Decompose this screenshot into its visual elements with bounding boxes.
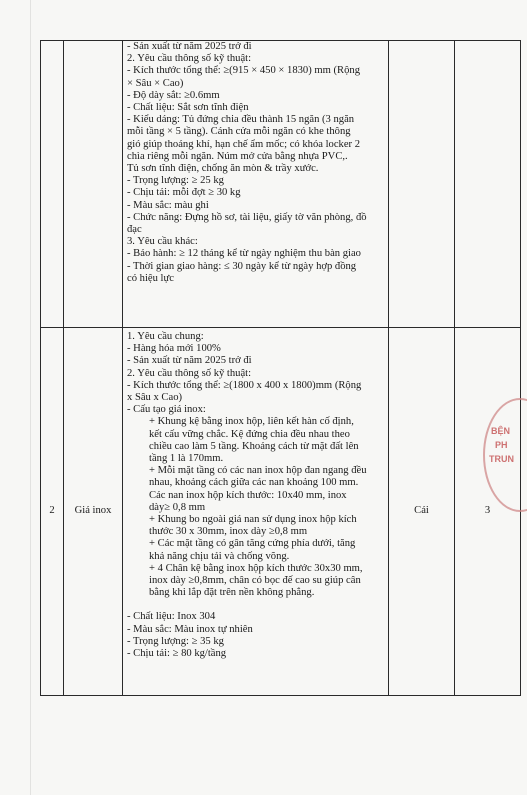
description-line: - Chịu tải: ≥ 80 kg/tầng xyxy=(127,648,227,660)
description-line: - Thời gian giao hàng: ≤ 30 ngày kể từ ngày hợp đồng xyxy=(127,260,357,272)
description-line: - Trọng lượng: ≥ 25 kg xyxy=(127,175,224,187)
description-line: + Khung bo ngoài giá nan sử dụng inox hộp kích xyxy=(149,514,357,526)
description-line: - Kích thước tổng thể: ≥(915 × 450 × 1830) mm (Rộng xyxy=(127,65,361,77)
description-line: thước 30 x 30mm, inox dày ≥0,8 mm xyxy=(149,526,308,538)
description-line: - Chất liệu: Sắt sơn tĩnh điện xyxy=(127,102,249,114)
description-line: chìa riêng mỗi ngăn. Núm mở cửa bằng nhựa PVC,. xyxy=(127,150,348,162)
description-line: + Mỗi mặt tầng có các nan inox hộp đan ngang đều xyxy=(149,465,367,477)
cell-quantity xyxy=(455,41,521,328)
description-line: 2. Yêu cầu thông số kỹ thuật: xyxy=(127,367,252,379)
description-line: - Độ dày sắt: ≥0.6mm xyxy=(127,89,220,101)
description-line: 2. Yêu cầu thông số kỹ thuật: xyxy=(127,53,252,65)
description-line: - Màu sắc: màu ghi xyxy=(127,199,209,211)
red-stamp-partial: BỆN PH TRUN xyxy=(483,398,527,512)
page-fold-shadow xyxy=(30,0,31,795)
description-line: + Các mặt tầng có gân tăng cứng phía dưới, tăng xyxy=(149,538,356,550)
cell-description xyxy=(123,328,389,696)
description-line: nhau, khoảng cách giữa các nan khoảng 100 mm. xyxy=(149,477,359,489)
cell-quantity: 3 xyxy=(455,328,521,696)
description-line: có hiệu lực xyxy=(127,272,174,284)
description-line: - Cấu tạo giá inox: xyxy=(127,404,206,416)
description-line: Các nan inox hộp kích thước: 10x40 mm, inox xyxy=(149,489,347,501)
cell-no: 2 xyxy=(41,328,64,696)
description-line: inox dày ≥0,8mm, chân có bọc đế cao su giúp cân xyxy=(149,575,361,587)
description-line: 1. Yêu cầu chung: xyxy=(127,331,204,342)
description-line: bằng khi lắp đặt trên nền không phẳng. xyxy=(149,587,315,599)
spec-table xyxy=(40,40,521,696)
description-line: 3. Yêu cầu khác: xyxy=(127,236,198,248)
description-line: khả năng chịu tải và chống võng. xyxy=(149,550,290,562)
cell-name xyxy=(64,41,123,328)
description-line: - Chức năng: Đựng hồ sơ, tài liệu, giấy tờ văn phòng, đồ xyxy=(127,211,367,223)
description-line: - Sản xuất từ năm 2025 trở đi xyxy=(127,355,252,367)
description-line: - Kiểu dáng: Tủ đứng chia đều thành 15 ngăn (3 ngăn xyxy=(127,114,355,126)
description-line: - Kích thước tổng thể: ≥(1800 x 400 x 1800)mm (Rộng xyxy=(127,379,362,391)
cell-name: Giá inox xyxy=(64,328,123,696)
table-row xyxy=(41,328,521,696)
description-line: chiều cao làm 5 tầng. Khoảng cách từ mặt đất lên xyxy=(149,440,359,452)
description-line: đạc xyxy=(127,224,142,236)
description-line: - Chất liệu: Inox 304 xyxy=(127,611,216,623)
description-line: + 4 Chân kệ bằng inox hộp kích thước 30x30 mm, xyxy=(149,562,363,574)
description-line: - Màu sắc: Màu inox tự nhiên xyxy=(127,623,253,635)
cell-no xyxy=(41,41,64,328)
description-line: mỗi tầng × 5 tầng). Cánh cửa mỗi ngăn có khe thông xyxy=(127,126,351,138)
description-line: × Sâu × Cao) xyxy=(127,77,184,89)
description-line: + Khung kệ bằng inox hộp, liên kết hàn cố định, xyxy=(149,416,354,428)
description-line: Tủ sơn tĩnh điện, chống ăn mòn & trầy xước. xyxy=(127,163,319,175)
cell-unit xyxy=(389,41,455,328)
description-line: - Trọng lượng: ≥ 35 kg xyxy=(127,635,224,647)
cell-unit: Cái xyxy=(389,328,455,696)
description-line: - Chịu tải: mỗi đợt ≥ 30 kg xyxy=(127,187,241,199)
description-line: - Sản xuất từ năm 2025 trở đi xyxy=(127,41,252,52)
description-line: gió giúp thoáng khí, hạn chế ẩm mốc; có khóa locker 2 xyxy=(127,138,361,150)
cell-description xyxy=(123,41,389,328)
description-line: tầng 1 là 170mm. xyxy=(149,453,224,465)
table-row xyxy=(41,41,521,328)
description-line: - Bảo hành: ≥ 12 tháng kể từ ngày nghiệm thu bàn giao xyxy=(127,248,361,260)
description-line: kết cấu vững chắc. Kệ đứng chia đều nhau theo xyxy=(149,428,350,440)
description-line: dày≥ 0,8 mm xyxy=(149,501,206,513)
description-line: - Hàng hóa mới 100% xyxy=(127,343,221,355)
blank-line xyxy=(127,599,385,611)
description-line: x Sâu x Cao) xyxy=(127,392,183,404)
